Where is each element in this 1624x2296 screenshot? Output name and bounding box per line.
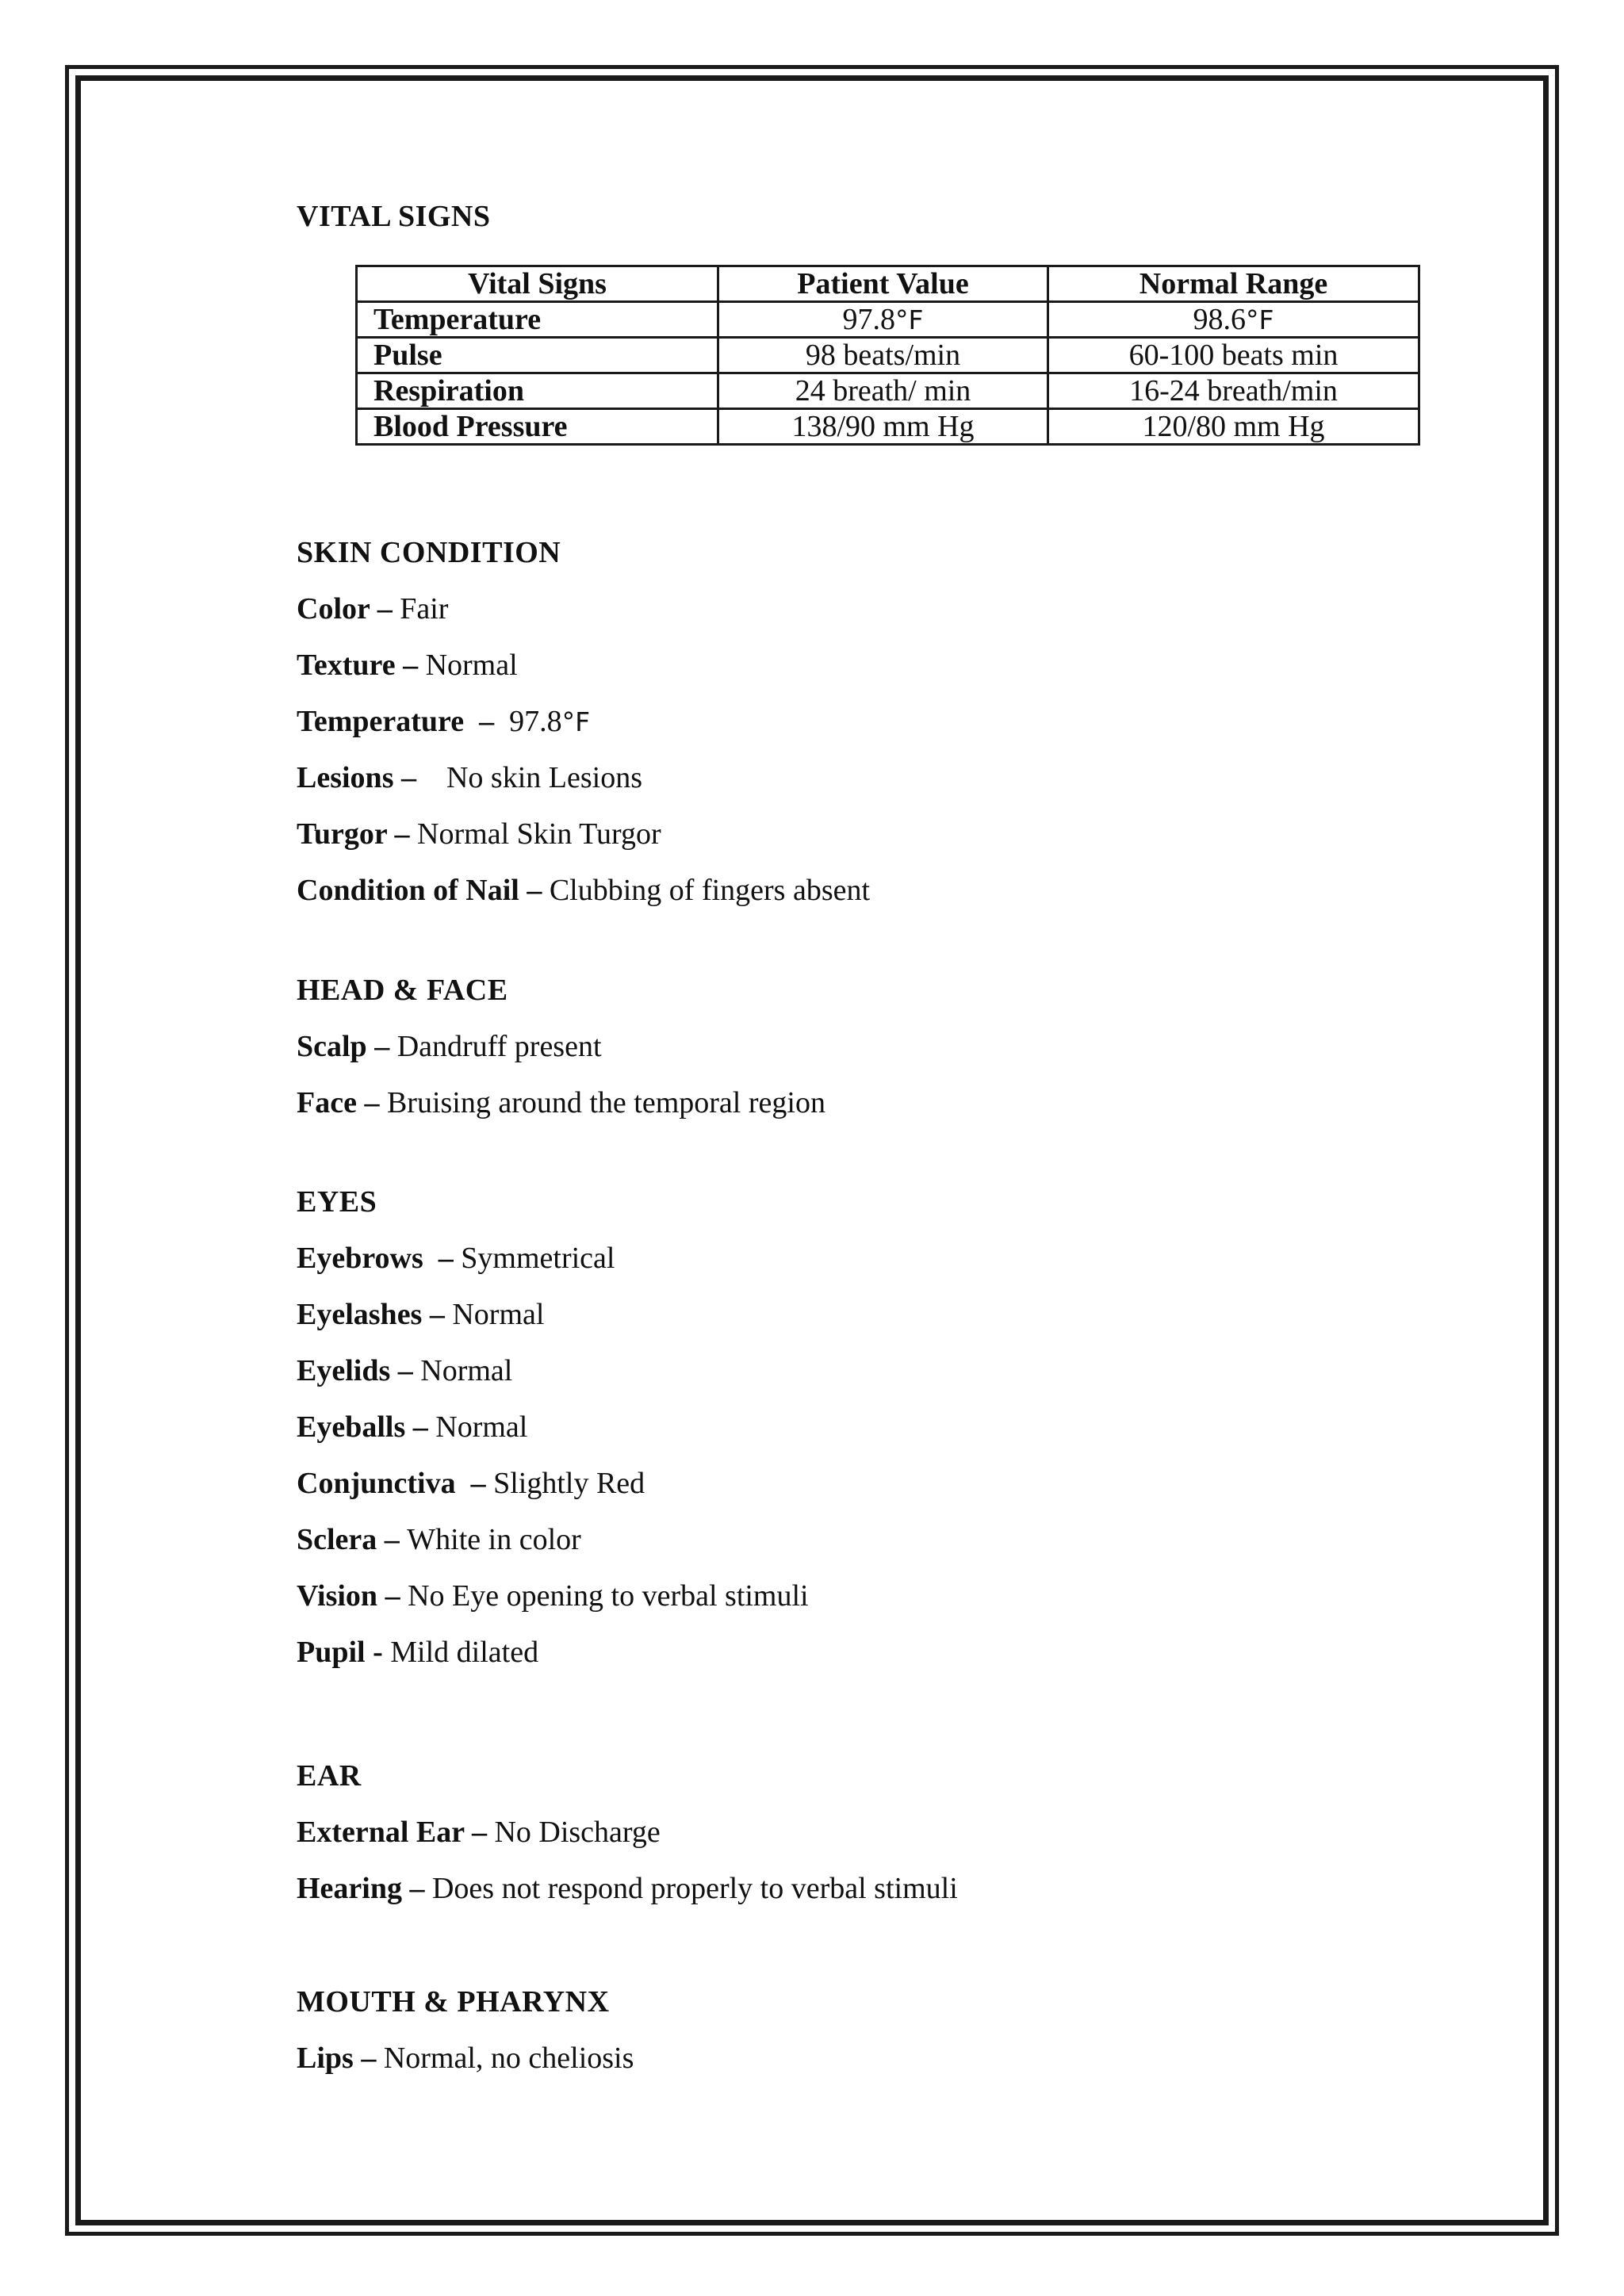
- column-header-patient-value: Patient Value: [718, 266, 1048, 302]
- normal-range: 98.6°F: [1048, 302, 1419, 338]
- face-line: Face – Bruising around the temporal region: [297, 1086, 825, 1119]
- vision-line: Vision – No Eye opening to verbal stimuli: [297, 1579, 809, 1613]
- scalp-line: Scalp – Dandruff present: [297, 1030, 602, 1063]
- external-ear-line: External Ear – No Discharge: [297, 1816, 661, 1849]
- vital-signs-table: [355, 265, 1420, 446]
- lips-line: Lips – Normal, no cheliosis: [297, 2042, 634, 2075]
- nail-condition-line: Condition of Nail – Clubbing of fingers absent: [297, 874, 871, 907]
- vital-name: Pulse: [357, 338, 718, 373]
- table-row-respiration: [357, 373, 1419, 409]
- pupil-line: Pupil - Mild dilated: [297, 1636, 539, 1669]
- vital-name: Temperature: [357, 302, 718, 338]
- eyelids-line: Eyelids – Normal: [297, 1354, 513, 1387]
- patient-value: 138/90 mm Hg: [718, 409, 1048, 445]
- patient-value: 98 beats/min: [718, 338, 1048, 373]
- skin-turgor-line: Turgor – Normal Skin Turgor: [297, 817, 661, 851]
- skin-lesions-line: Lesions – No skin Lesions: [297, 761, 642, 794]
- mouth-pharynx-heading: MOUTH & PHARYNX: [297, 1985, 610, 2019]
- skin-temperature-line: Temperature – 97.8°F: [297, 705, 591, 738]
- table-row-temperature: [357, 302, 1419, 338]
- normal-range: 16-24 breath/min: [1048, 373, 1419, 409]
- sclera-line: Sclera – White in color: [297, 1523, 581, 1556]
- table-row-pulse: [357, 338, 1419, 373]
- eyebrows-line: Eyebrows – Symmetrical: [297, 1242, 615, 1275]
- vital-name: Respiration: [357, 373, 718, 409]
- skin-texture-line: Texture – Normal: [297, 649, 518, 682]
- vital-signs-heading: VITAL SIGNS: [297, 200, 491, 233]
- column-header-normal-range: Normal Range: [1048, 266, 1419, 302]
- normal-range: 60-100 beats min: [1048, 338, 1419, 373]
- table-row-blood-pressure: [357, 409, 1419, 445]
- conjunctiva-line: Conjunctiva – Slightly Red: [297, 1467, 645, 1500]
- normal-range: 120/80 mm Hg: [1048, 409, 1419, 445]
- patient-value: 97.8°F: [718, 302, 1048, 338]
- patient-value: 24 breath/ min: [718, 373, 1048, 409]
- skin-color-line: Color – Fair: [297, 592, 449, 626]
- head-face-heading: HEAD & FACE: [297, 974, 508, 1007]
- vital-name: Blood Pressure: [357, 409, 718, 445]
- table-header-row: [357, 266, 1419, 302]
- column-header-vital-signs: Vital Signs: [357, 266, 718, 302]
- eyes-heading: EYES: [297, 1185, 377, 1219]
- ear-heading: EAR: [297, 1759, 362, 1793]
- hearing-line: Hearing – Does not respond properly to verbal stimuli: [297, 1872, 958, 1905]
- eyelashes-line: Eyelashes – Normal: [297, 1298, 545, 1331]
- skin-condition-heading: SKIN CONDITION: [297, 536, 561, 569]
- eyeballs-line: Eyeballs – Normal: [297, 1410, 528, 1444]
